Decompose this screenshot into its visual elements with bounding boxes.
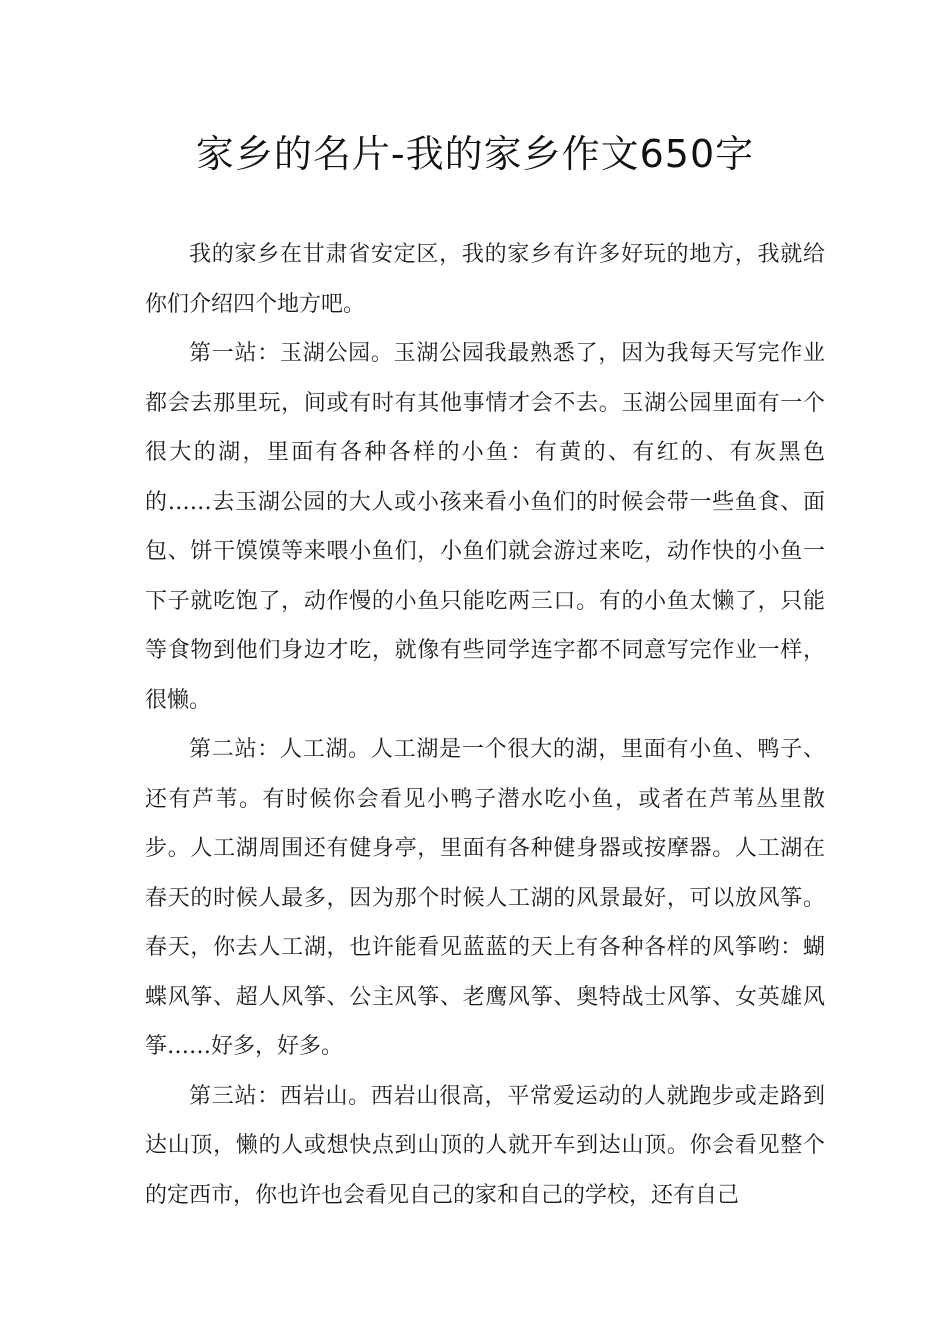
document-body <box>145 230 825 1220</box>
paragraph-intro: 我的家乡在甘肃省安定区，我的家乡有许多好玩的地方，我就给你们介绍四个地方吧。 <box>145 242 825 317</box>
document-title: 家乡的名片-我的家乡作文650字 <box>195 132 755 176</box>
paragraph-xiyan-mountain: 第三站：西岩山。西岩山很高，平常爱运动的人就跑步或走路到达山顶，懒的人或想快点到山顶的人就开车到达山顶。你会看见整个的定西市，你也许也会看见自己的家和自己的学校，还有自己 <box>145 1083 825 1208</box>
paragraph-yuhu-park: 第一站：玉湖公园。玉湖公园我最熟悉了，因为我每天写完作业都会去那里玩，间或有时有其他事情才会不去。玉湖公园里面有一个很大的湖，里面有各种各样的小鱼：有黄的、有红的、有灰黑色的……去玉湖公园的大人或小孩来看小鱼们的时候会带一些鱼食、面包、饼干馍馍等来喂小鱼们，小鱼们就会游过来吃，动作快的小鱼一下子就吃饱了，动作慢的小鱼只能吃两三口。有的小鱼太懒了，只能等食物到他们身边才吃，就像有些同学连字都不同意写完作业一样，很懒。 <box>145 341 825 713</box>
paragraph-artificial-lake: 第二站：人工湖。人工湖是一个很大的湖，里面有小鱼、鸭子、还有芦苇。有时候你会看见小鸭子潜水吃小鱼，或者在芦苇丛里散步。人工湖周围还有健身亭，里面有各种健身器或按摩器。人工湖在春天的时候人最多，因为那个时候人工湖的风景最好，可以放风筝。春天，你去人工湖，也许能看见蓝蓝的天上有各种各样的风筝哟：蝴蝶风筝、超人风筝、公主风筝、老鹰风筝、奥特战士风筝、女英雄风筝……好多，好多。 <box>145 737 825 1059</box>
